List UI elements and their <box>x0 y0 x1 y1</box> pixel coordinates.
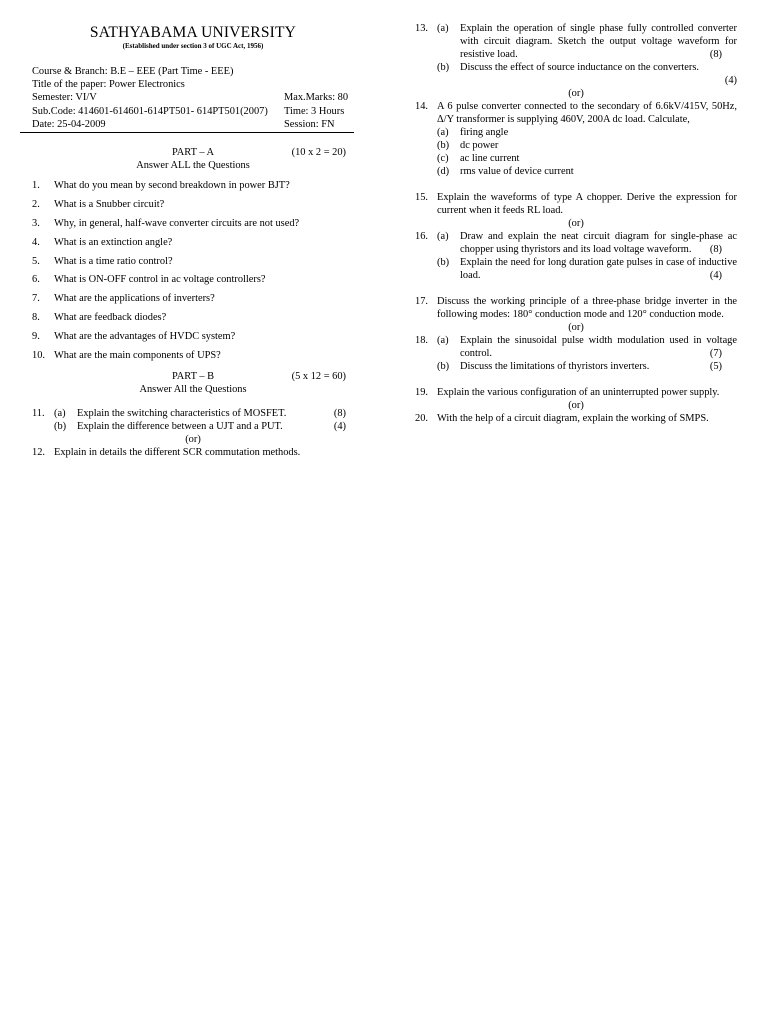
max-marks: Max.Marks: 80 <box>284 92 349 104</box>
sub-label: (a) <box>437 23 449 34</box>
question-number: 18. <box>415 335 428 346</box>
question-number: 10. <box>32 349 45 361</box>
question-number: 12. <box>32 446 45 458</box>
question-number: 20. <box>415 413 428 424</box>
question-number: 8. <box>32 312 40 324</box>
question-number: 6. <box>32 274 40 286</box>
question-16 <box>415 230 737 282</box>
question-number: 19. <box>415 387 428 398</box>
question-13 <box>415 22 737 87</box>
question-10 <box>32 349 354 362</box>
question-number: 9. <box>32 331 40 343</box>
question-text: Explain the various configuration of an uninterrupted power supply. <box>437 387 720 398</box>
sub-text: ac line current <box>460 153 520 164</box>
university-name: SATHYABAMA UNIVERSITY <box>89 24 297 41</box>
sub-marks: (4) <box>709 270 722 281</box>
university-established: (Established under section 3 of UGC Act, 1956) <box>122 42 264 50</box>
question-number: 4. <box>32 236 40 248</box>
question-13b <box>437 61 737 74</box>
course-branch: Course & Branch: B.E – EEE (Part Time - EEE) <box>32 66 234 77</box>
question-text: Explain in details the different SCR commutation methods. <box>54 446 301 458</box>
part-a-instruction: Answer ALL the Questions <box>136 159 250 171</box>
question-18b <box>437 360 737 373</box>
question-16b <box>437 256 737 282</box>
question-2 <box>32 198 354 211</box>
sub-label: (b) <box>437 257 450 268</box>
meta-row-date <box>32 118 354 131</box>
sub-text: Explain the operation of single phase fully controlled converter with circuit diagram. Sketch the output voltage waveform for resistive load. <box>460 23 737 60</box>
question-14 <box>415 100 737 178</box>
part-b-marks: (5 x 12 = 60) <box>291 370 346 382</box>
or-separator: (or) <box>568 218 584 229</box>
sub-marks: (8) <box>709 244 722 255</box>
sub-marks: (8) <box>333 407 346 419</box>
question-number: 15. <box>415 192 428 203</box>
question-12 <box>32 446 354 459</box>
question-text: What are the advantages of HVDC system? <box>54 331 236 343</box>
sub-text: dc power <box>460 140 499 151</box>
semester: Semester: VI/V <box>32 92 97 104</box>
sub-text: Explain the need for long duration gate pulses in case of inductive load. <box>460 257 737 281</box>
question-body <box>437 230 737 282</box>
exam-date: Date: 25-04-2009 <box>32 118 106 130</box>
question-text: A 6 pulse converter connected to the secondary of 6.6kV/415V, 50Hz, Δ/Y transformer is supplying 460V, 200A dc load. Calculate, <box>437 101 737 125</box>
paper-title: Title of the paper: Power Electronics <box>32 79 185 91</box>
sub-label: (b) <box>437 62 450 73</box>
sub-text: Discuss the effect of source inductance on the converters. <box>460 62 699 73</box>
question-number: 17. <box>415 296 428 307</box>
question-body <box>54 407 354 433</box>
sub-code: Sub.Code: 414601-614601-614PT501- 614PT501(2007) <box>32 105 268 117</box>
question-text: What is a Snubber circuit? <box>54 198 165 210</box>
question-text: Discuss the working principle of a three-phase bridge inverter in the following modes: 180° conduction mode and 120° conduction mode. <box>437 296 737 320</box>
question-14-item-d <box>437 165 737 178</box>
sub-text: firing angle <box>460 127 509 138</box>
left-column <box>32 22 354 459</box>
question-1 <box>32 179 354 192</box>
part-a-heading <box>32 146 354 159</box>
question-8 <box>32 311 354 324</box>
header-divider <box>20 132 354 133</box>
question-number: 11. <box>32 407 45 419</box>
sub-label: (a) <box>54 407 66 419</box>
question-text: Explain the waveforms of type A chopper. Derive the expression for current when it feeds RL load. <box>437 192 737 216</box>
question-9 <box>32 330 354 343</box>
right-column <box>415 22 737 425</box>
or-separator: (or) <box>568 322 584 333</box>
question-19 <box>415 386 737 399</box>
question-text: What is ON-OFF control in ac voltage controllers? <box>54 274 266 286</box>
question-text: What are the main components of UPS? <box>54 349 221 361</box>
sub-text: Explain the switching characteristics of MOSFET. <box>77 407 287 419</box>
exam-session: Session: FN <box>284 118 335 130</box>
or-separator: (or) <box>568 400 584 411</box>
sub-text: Discuss the limitations of thyristors inverters. <box>460 361 650 372</box>
question-number: 14. <box>415 101 428 112</box>
question-body <box>437 22 737 87</box>
sub-marks: (5) <box>709 361 722 372</box>
question-17 <box>415 295 737 321</box>
meta-row-semester <box>32 91 354 104</box>
question-18 <box>415 334 737 373</box>
sub-text: Explain the sinusoidal pulse width modulation used in voltage control. <box>460 335 737 359</box>
part-b-title: PART – B <box>171 370 215 382</box>
question-text: What is a time ratio control? <box>54 255 173 267</box>
sub-marks: (8) <box>709 49 722 60</box>
or-separator: (or) <box>568 88 584 99</box>
sub-label: (b) <box>437 361 450 372</box>
sub-label: (a) <box>437 231 449 242</box>
sub-label: (a) <box>437 127 449 138</box>
question-body <box>437 334 737 373</box>
question-11a <box>54 407 354 420</box>
question-4 <box>32 236 354 249</box>
part-a-marks: (10 x 2 = 20) <box>291 146 346 158</box>
question-6 <box>32 273 354 286</box>
question-15 <box>415 191 737 217</box>
sub-label: (b) <box>437 140 450 151</box>
question-14-item-a <box>437 126 737 139</box>
question-number: 2. <box>32 198 40 210</box>
part-a-questions <box>32 179 354 362</box>
question-20 <box>415 412 737 425</box>
question-11b <box>54 420 354 433</box>
question-5 <box>32 255 354 268</box>
part-b-instruction: Answer All the Questions <box>139 383 247 395</box>
question-number: 7. <box>32 293 40 305</box>
exam-time: Time: 3 Hours <box>284 105 345 117</box>
question-text: Why, in general, half-wave converter circuits are not used? <box>54 217 300 229</box>
question-number: 13. <box>415 23 428 34</box>
question-number: 1. <box>32 179 40 191</box>
part-b-heading <box>32 370 354 383</box>
sub-label: (c) <box>437 153 449 164</box>
sub-marks: (7) <box>709 348 722 359</box>
question-number: 5. <box>32 255 40 267</box>
sub-marks: (4) <box>333 420 346 432</box>
sub-marks: (4) <box>724 75 737 86</box>
question-text: What do you mean by second breakdown in power BJT? <box>54 179 290 191</box>
question-text: What is an extinction angle? <box>54 236 173 248</box>
sub-label: (b) <box>54 420 67 432</box>
question-number: 16. <box>415 231 428 242</box>
sub-label: (d) <box>437 166 450 177</box>
question-text: With the help of a circuit diagram, explain the working of SMPS. <box>437 413 709 424</box>
question-11 <box>32 407 354 433</box>
sub-text: Draw and explain the neat circuit diagram for single-phase ac chopper using thyristors and its load voltage waveform. <box>460 231 737 255</box>
meta-row-title <box>32 78 354 91</box>
question-3 <box>32 217 354 230</box>
or-separator: (or) <box>185 433 201 445</box>
question-text: What are the applications of inverters? <box>54 293 215 305</box>
question-13a <box>437 22 737 61</box>
meta-row-subcode <box>32 105 354 118</box>
question-body <box>437 100 737 178</box>
question-text: What are feedback diodes? <box>54 312 167 324</box>
question-7 <box>32 292 354 305</box>
question-14-item-b <box>437 139 737 152</box>
sub-text: rms value of device current <box>460 166 574 177</box>
part-a-title: PART – A <box>171 146 215 158</box>
question-number: 3. <box>32 217 40 229</box>
question-18a <box>437 334 737 360</box>
exam-meta <box>32 65 354 133</box>
question-16a <box>437 230 737 256</box>
sub-text: Explain the difference between a UJT and a PUT. <box>77 420 283 432</box>
meta-row-course <box>32 65 354 78</box>
sub-label: (a) <box>437 335 449 346</box>
question-14-item-c <box>437 152 737 165</box>
